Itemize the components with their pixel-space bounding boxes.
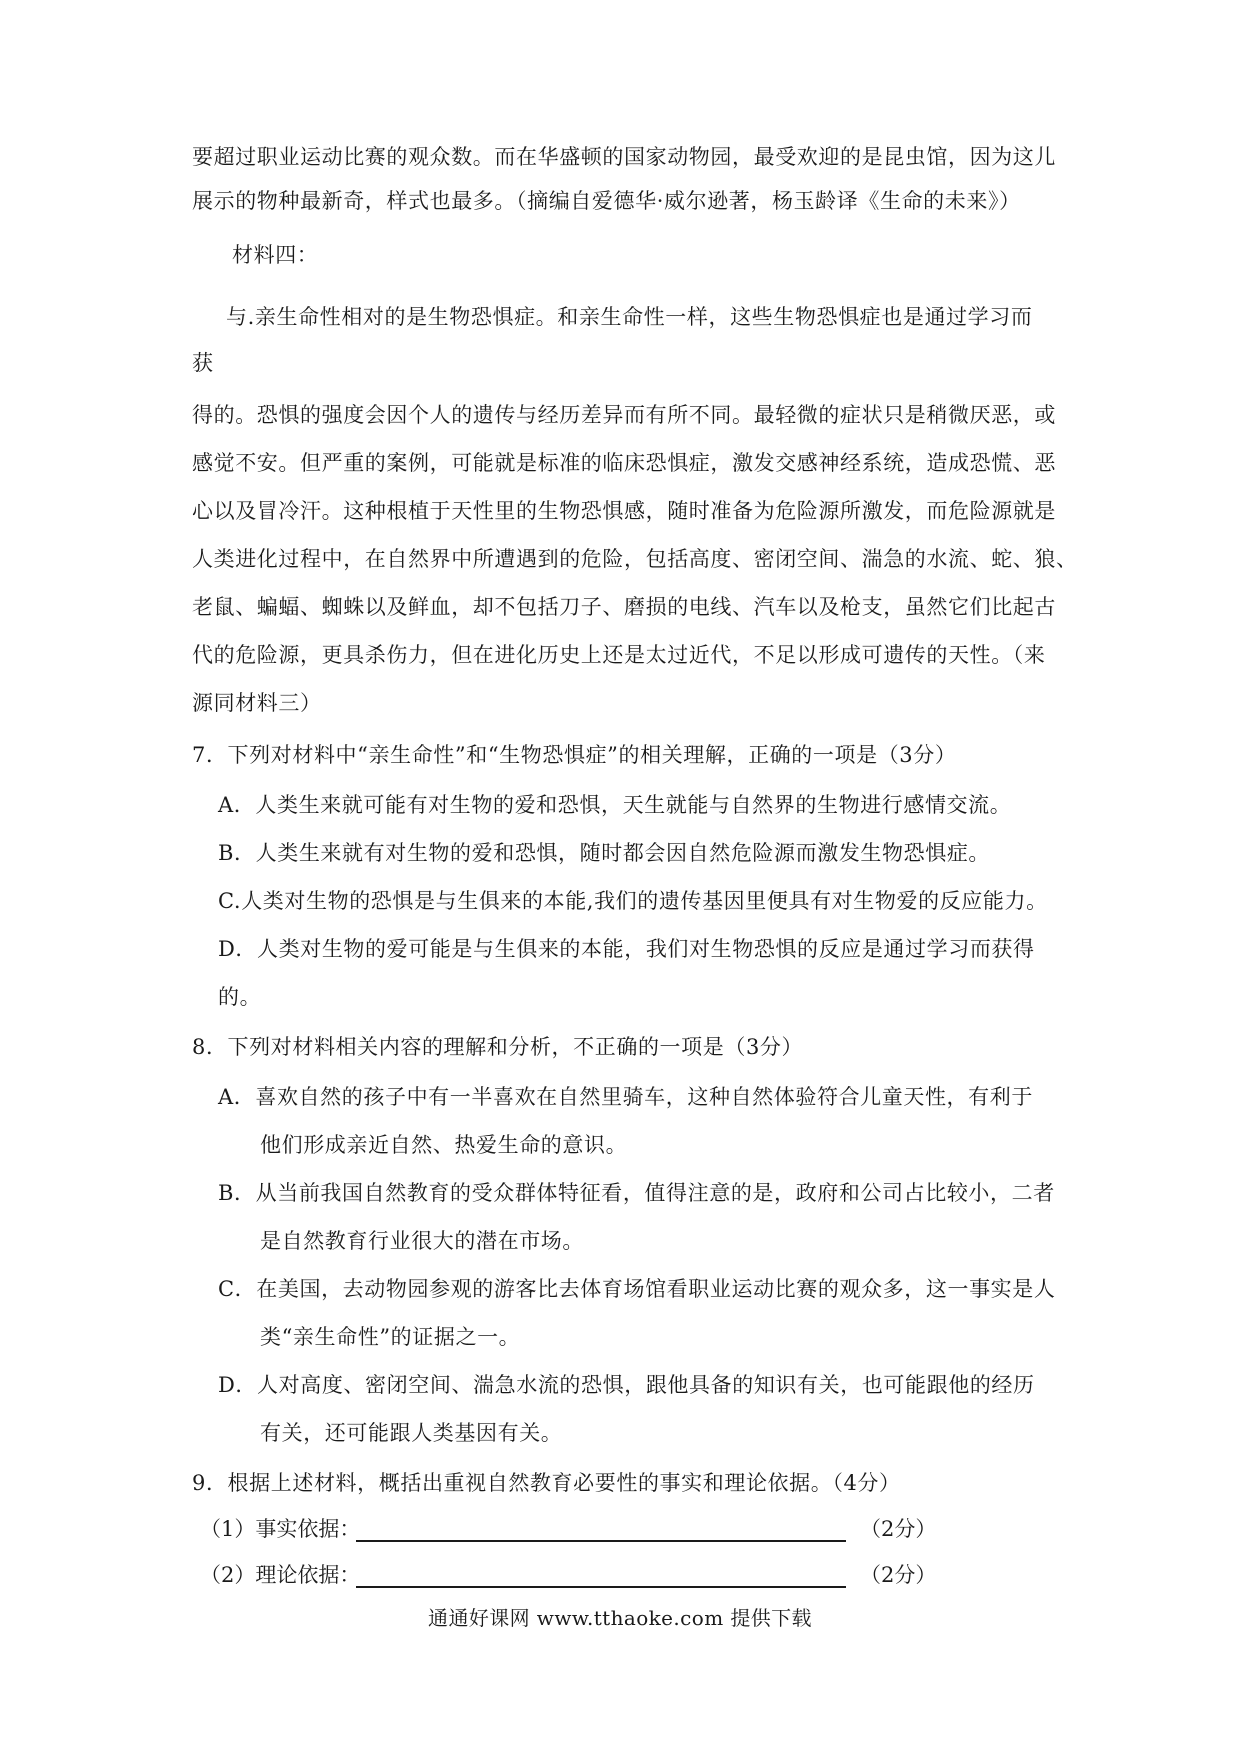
question-8-option-b-cont: 是自然教育行业很大的潜在市场。 — [260, 1229, 584, 1253]
question-7-stem: 7．下列对材料中“亲生命性”和“生物恐惧症”的相关理解，正确的一项是（3分） — [192, 743, 957, 767]
question-8-option-d-cont: 有关，还可能跟人类基因有关。 — [260, 1421, 563, 1445]
question-8-option-a-cont: 他们形成亲近自然、热爱生命的意识。 — [260, 1133, 628, 1157]
passage-line: 获 — [192, 351, 214, 375]
passage-line: 展示的物种最新奇，样式也最多。（摘编自爱德华·威尔逊著，杨玉龄译《生命的未来》） — [192, 189, 1021, 213]
question-7-option-a: A．人类生来就可能有对生物的爱和恐惧，天生就能与自然界的生物进行感情交流。 — [218, 793, 1012, 817]
passage-line: 源同材料三） — [192, 691, 322, 715]
question-8-option-a: A．喜欢自然的孩子中有一半喜欢在自然里骑车，这种自然体验符合儿童天性，有利于 — [218, 1085, 1033, 1109]
passage-line: 得的。恐惧的强度会因个人的遗传与经历差异而有所不同。最轻微的症状只是稍微厌恶，或 — [192, 403, 1056, 427]
passage-line: 感觉不安。但严重的案例，可能就是标准的临床恐惧症，激发交感神经系统，造成恐慌、恶 — [192, 451, 1056, 475]
question-8-option-c: C．在美国，去动物园参观的游客比去体育场馆看职业运动比赛的观众多，这一事实是人 — [218, 1277, 1056, 1301]
passage-line: 代的危险源，更具杀伤力，但在进化历史上还是太过近代，不足以形成可遗传的天性。（来 — [192, 643, 1046, 667]
material4-heading: 材料四： — [232, 243, 319, 267]
question-8-option-c-cont: 类“亲生命性”的证据之一。 — [260, 1325, 521, 1349]
theory-basis-answer-line[interactable] — [356, 1586, 846, 1588]
fact-basis-label: （1）事实依据： — [200, 1517, 361, 1541]
fact-basis-points: （2分） — [860, 1517, 937, 1541]
question-8-option-b: B．从当前我国自然教育的受众群体特征看，值得注意的是，政府和公司占比较小，二者 — [218, 1181, 1055, 1205]
question-7-option-c: C.人类对生物的恐惧是与生俱来的本能,我们的遗传基因里便具有对生物爱的反应能力。 — [218, 889, 1048, 913]
passage-line: 老鼠、蝙蝠、蜘蛛以及鲜血，却不包括刀子、磨损的电线、汽车以及枪支，虽然它们比起古 — [192, 595, 1056, 619]
passage-line: 要超过职业运动比赛的观众数。而在华盛顿的国家动物园，最受欢迎的是昆虫馆，因为这儿 — [192, 145, 1056, 169]
theory-basis-points: （2分） — [860, 1563, 937, 1587]
fact-basis-answer-line[interactable] — [356, 1540, 846, 1542]
passage-line: 人类进化过程中，在自然界中所遭遇到的危险，包括高度、密闭空间、湍急的水流、蛇、狼、 — [192, 547, 1078, 571]
question-7-option-b: B．人类生来就有对生物的爱和恐惧，随时都会因自然危险源而激发生物恐惧症。 — [218, 841, 991, 865]
question-8-option-d: D．人对高度、密闭空间、湍急水流的恐惧，跟他具备的知识有关，也可能跟他的经历 — [218, 1373, 1035, 1397]
question-7-option-d: D．人类对生物的爱可能是与生俱来的本能，我们对生物恐惧的反应是通过学习而获得 — [218, 937, 1035, 961]
question-8-stem: 8．下列对材料相关内容的理解和分析，不正确的一项是（3分） — [192, 1035, 804, 1059]
question-9-stem: 9．根据上述材料，概括出重视自然教育必要性的事实和理论依据。（4分） — [192, 1471, 901, 1495]
passage-line: 与.亲生命性相对的是生物恐惧症。和亲生命性一样，这些生物恐惧症也是通过学习而 — [226, 305, 1033, 329]
page-footer: 通通好课网 www.tthaoke.com 提供下载 — [428, 1606, 812, 1630]
question-7-option-d-cont: 的。 — [218, 985, 262, 1009]
passage-line: 心以及冒冷汗。这种根植于天性里的生物恐惧感，随时准备为危险源所激发，而危险源就是 — [192, 499, 1056, 523]
theory-basis-label: （2）理论依据： — [200, 1563, 361, 1587]
